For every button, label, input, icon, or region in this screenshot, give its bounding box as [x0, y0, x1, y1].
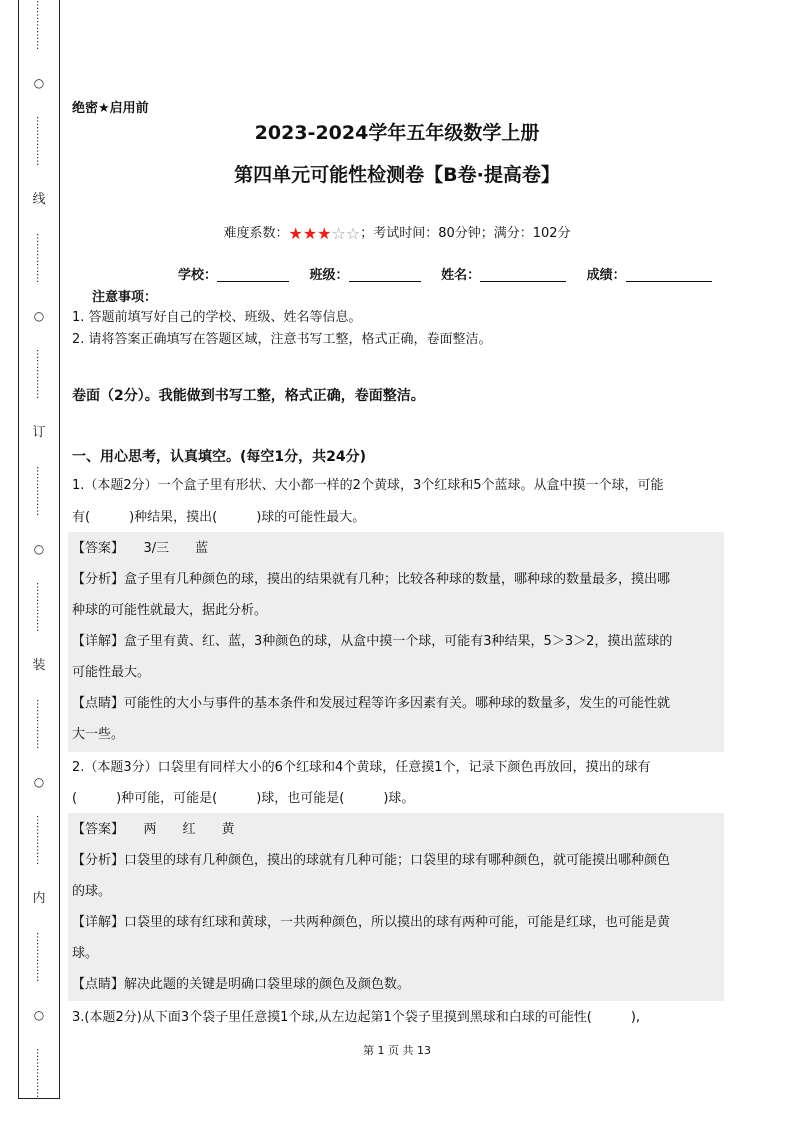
confidential-label: 绝密★启用前	[72, 101, 149, 116]
q1-answer: 【答案】 3/三 蓝	[72, 541, 209, 556]
notice-title: 注意事项：	[92, 290, 158, 305]
q2-detail: 球。	[72, 946, 99, 961]
margin-dots: ……………	[34, 466, 45, 516]
question-3-text: 3.(本题2分)从下面3个袋子里任意摸1个球,从左边起第1个袋子里摸到黑球和白球的可能性( ),	[72, 1010, 641, 1025]
filled-star-icon: ★	[288, 224, 303, 243]
margin-dots: ……………	[34, 233, 45, 283]
q1-comment: 大一些。	[72, 727, 125, 742]
margin-dots: ……………	[34, 116, 45, 166]
margin-dots: ……………	[34, 0, 45, 50]
filled-star-icon: ★	[302, 224, 318, 243]
margin-circle: ○	[33, 775, 45, 789]
exam-meta	[0, 222, 794, 243]
neatness-statement: 卷面（2分）。我能做到书写工整，格式正确，卷面整洁。	[72, 388, 425, 404]
page-title: 2023-2024学年五年级数学上册	[254, 122, 540, 144]
score-field[interactable]	[626, 268, 712, 282]
exam-info: ；考试时间：80分钟；满分：102分	[360, 226, 571, 241]
margin-char-order: 订	[32, 425, 46, 440]
q2-analysis: 【分析】口袋里的球有几种颜色，摸出的球就有几种可能；口袋里的球有哪种颜色，就可能摸出哪种颜色	[72, 853, 671, 868]
margin-char-line: 线	[32, 192, 46, 207]
q1-comment: 【点睛】可能性的大小与事件的基本条件和发展过程等许多因素有关。哪种球的数量多，发生的可能性就	[72, 696, 671, 711]
q2-detail: 【详解】口袋里的球有红球和黄球，一共两种颜色，所以摸出的球有两种可能，可能是红球，也可能是黄	[72, 915, 671, 930]
page-subtitle: 第四单元可能性检测卷【B卷·提高卷】	[234, 164, 560, 186]
school-label: 学校：	[178, 268, 218, 283]
empty-star-icon: ☆	[331, 224, 346, 243]
margin-circle: ○	[33, 309, 45, 323]
margin-dots: ……………	[34, 582, 45, 632]
q2-answer: 【答案】 两 红 黄	[72, 822, 235, 837]
difficulty-stars	[288, 224, 360, 243]
section-title: 一、用心思考，认真填空。(每空1分，共24分)	[72, 449, 367, 465]
school-field[interactable]	[217, 268, 289, 282]
q1-detail: 可能性最大。	[72, 665, 151, 680]
margin-dots: ……………	[34, 349, 45, 399]
margin-circle: ○	[33, 542, 45, 556]
q2-solution-block	[68, 813, 724, 1001]
question-1-text: 有( )种结果，摸出( )球的可能性最大。	[72, 510, 366, 525]
filled-star-icon: ★	[317, 224, 332, 243]
page-footer: 第 1 页 共 13	[363, 1044, 431, 1057]
margin-char-inner: 内	[32, 891, 46, 906]
q2-analysis: 的球。	[72, 884, 112, 899]
question-2-text: 2.（本题3分）口袋里有同样大小的6个红球和4个黄球，任意摸1个，记录下颜色再放回，摸出的球有	[72, 760, 651, 775]
class-label: 班级：	[309, 268, 349, 283]
score-label: 成绩：	[586, 268, 626, 283]
student-info-row	[178, 264, 712, 283]
q1-analysis: 【分析】盒子里有几种颜色的球，摸出的结果就有几种；比较各种球的数量，哪种球的数量最多，摸出哪	[72, 572, 671, 587]
margin-dots: ……………	[34, 815, 45, 865]
margin-circle: ○	[33, 1008, 45, 1022]
name-field[interactable]	[480, 268, 566, 282]
margin-circle: ○	[33, 76, 45, 90]
margin-dots: ……………	[34, 1048, 45, 1098]
class-field[interactable]	[349, 268, 421, 282]
question-2-text: ( )种可能，可能是( )球，也可能是( )球。	[72, 791, 415, 806]
q2-comment: 【点睛】解决此题的关键是明确口袋里球的颜色及颜色数。	[72, 977, 411, 992]
name-label: 姓名：	[441, 268, 481, 283]
difficulty-label: 难度系数：	[223, 226, 289, 241]
margin-char-bind: 装	[32, 658, 46, 673]
notice-item: 1. 答题前填写好自己的学校、班级、姓名等信息。	[72, 310, 362, 325]
margin-dots: ……………	[34, 932, 45, 982]
margin-dots: ……………	[34, 699, 45, 749]
q1-analysis: 种球的可能性就最大，据此分析。	[72, 603, 268, 618]
notice-item: 2. 请将答案正确填写在答题区域，注意书写工整，格式正确，卷面整洁。	[72, 332, 492, 347]
question-1-text: 1.（本题2分）一个盒子里有形状、大小都一样的2个黄球，3个红球和5个蓝球。从盒中摸一个球，可能	[72, 478, 664, 493]
empty-star-icon: ☆	[345, 224, 361, 243]
q1-detail: 【详解】盒子里有黄、红、蓝，3种颜色的球，从盒中摸一个球，可能有3种结果，5＞3＞2，摸出蓝球的	[72, 634, 673, 649]
